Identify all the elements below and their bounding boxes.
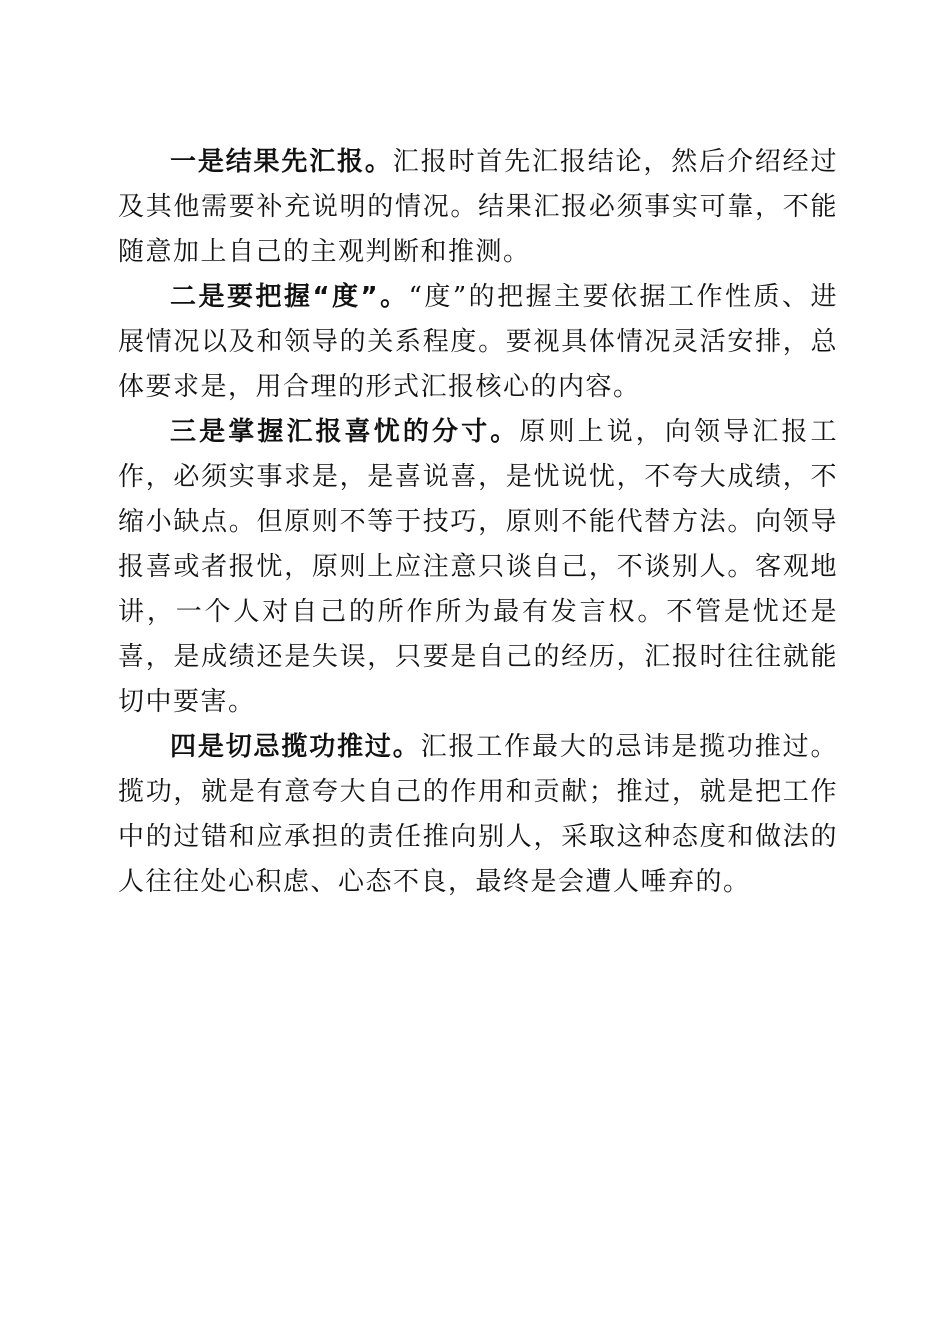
paragraph-text: 汇报工作最大的忌讳是揽功推过。揽功，就是有意夸大自己的作用和贡献；推过，就是把工作中的过错和应承担的责任推向别人，采取这种态度和做法的人往往处心积虑、心态不良，最终是会遭人唾弃的。 <box>118 732 838 897</box>
paragraph-avoid-credit-blame <box>118 725 838 905</box>
paragraph-lead: 一是结果先汇报。 <box>170 147 393 177</box>
paragraph-lead: 四是切忌揽功推过。 <box>170 732 421 762</box>
paragraph-lead: 三是掌握汇报喜忧的分寸。 <box>170 417 520 447</box>
paragraph-text: “度”的把握主要依据工作性质、进展情况以及和领导的关系程度。要视具体情况灵活安排，总体要求是，用合理的形式汇报核心的内容。 <box>118 282 838 402</box>
paragraph-results-first <box>118 140 838 275</box>
paragraph-text: 原则上说，向领导汇报工作，必须实事求是，是喜说喜，是忧说忧，不夸大成绩，不缩小缺点。但原则不等于技巧，原则不能代替方法。向领导报喜或者报忧，原则上应注意只谈自己，不谈别人。客观地讲，一个人对自己的所作所为最有发言权。不管是忧还是喜，是成绩还是失误，只要是自己的经历，汇报时往往就能切中要害。 <box>118 417 838 717</box>
paragraph-lead: 二是要把握“度”。 <box>170 282 409 312</box>
paragraph-good-bad-news <box>118 410 838 725</box>
paragraph-grasp-degree <box>118 275 838 410</box>
document-body <box>118 140 838 905</box>
paragraph-text: 汇报时首先汇报结论，然后介绍经过及其他需要补充说明的情况。结果汇报必须事实可靠，不能随意加上自己的主观判断和推测。 <box>118 147 838 267</box>
